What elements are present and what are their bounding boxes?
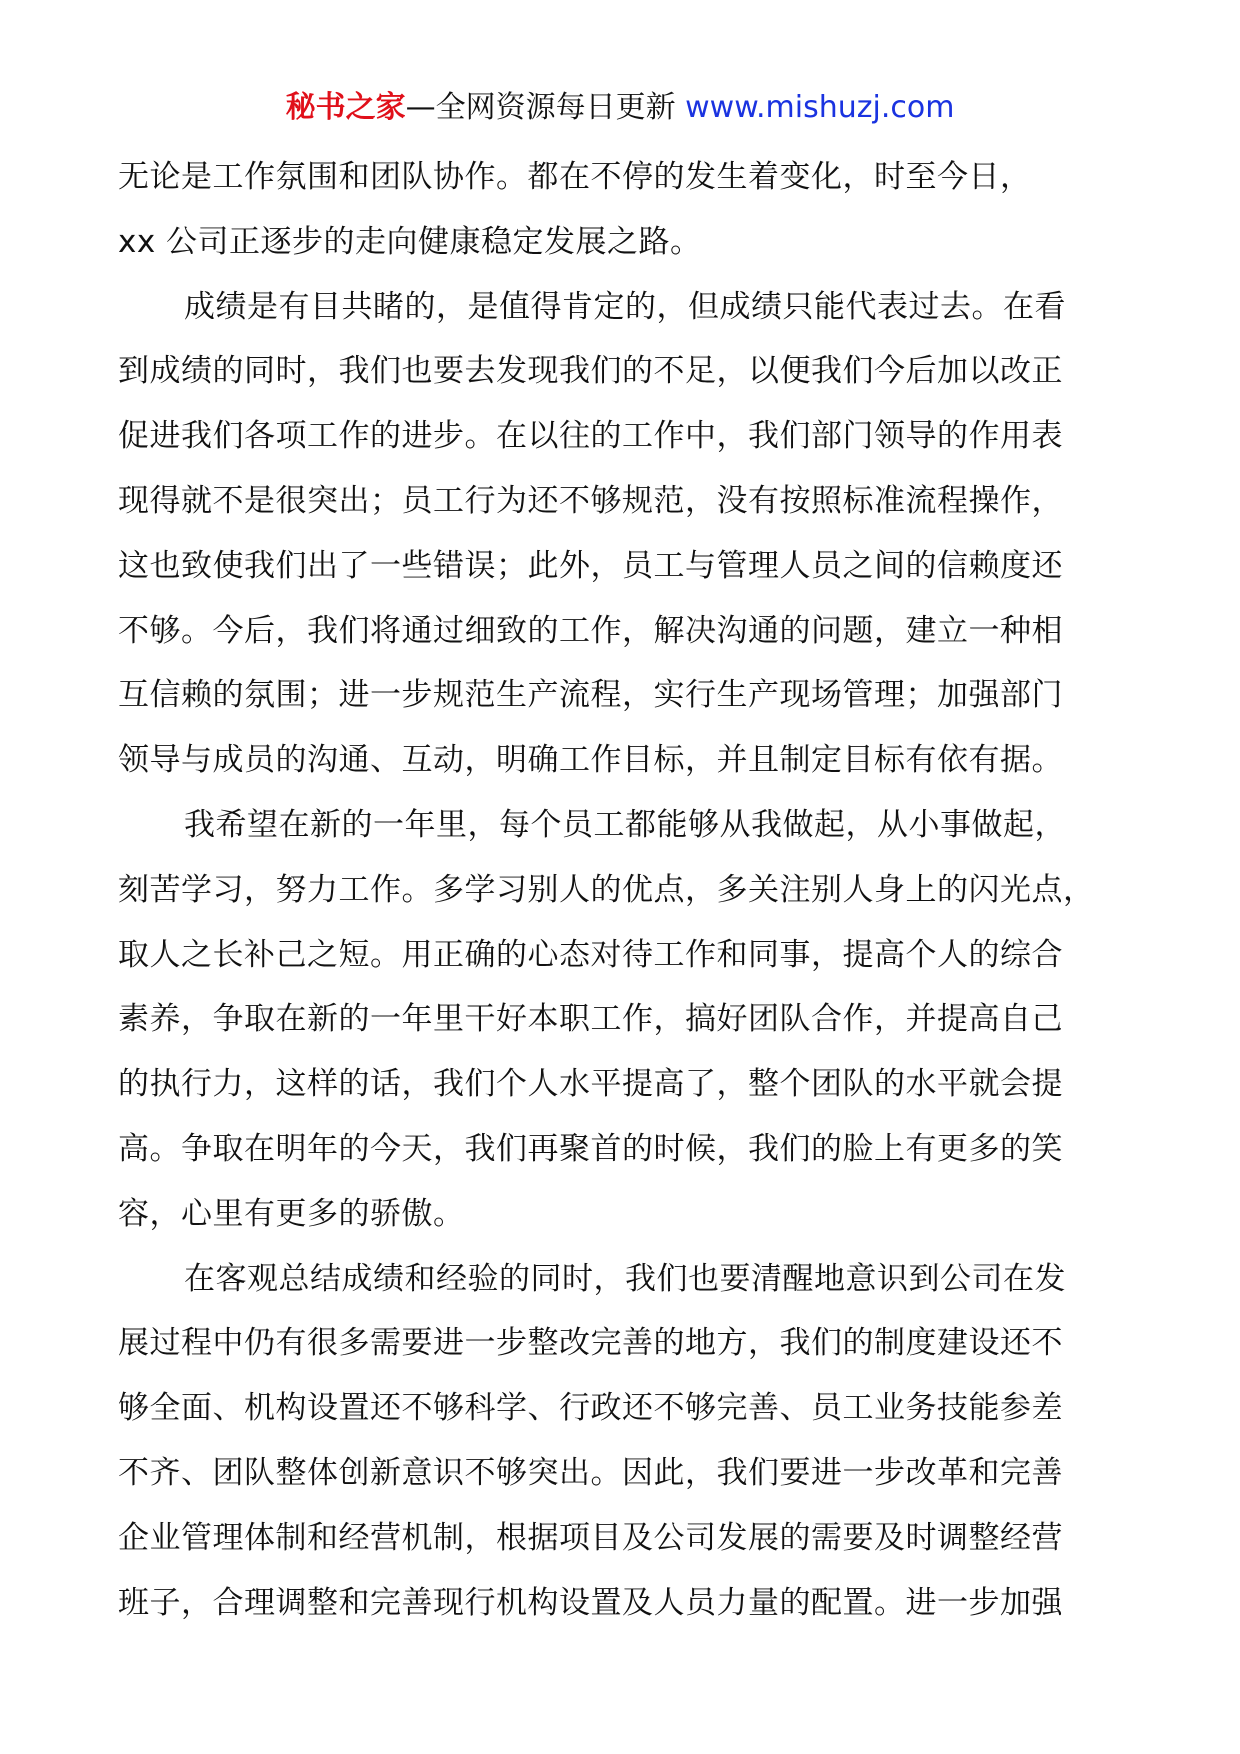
text-line: 的执行力，这样的话，我们个人水平提高了，整个团队的水平就会提	[118, 1066, 1063, 1103]
text-line: 不够。今后，我们将通过细致的工作，解决沟通的问题，建立一种相	[118, 612, 1063, 649]
text-line: 刻苦学习，努力工作。多学习别人的优点，多关注别人身上的闪光点，	[118, 871, 1095, 908]
text-line: 素养，争取在新的一年里干好本职工作，搞好团队合作，并提高自己	[118, 1001, 1063, 1038]
text-line: 取人之长补己之短。用正确的心态对待工作和同事，提高个人的综合	[118, 936, 1063, 973]
text-line: 够全面、机构设置还不够科学、行政还不够完善、员工业务技能参差	[118, 1390, 1063, 1427]
brand-name: 秘书之家	[285, 90, 406, 125]
page-header	[0, 88, 1240, 128]
text-line: 不齐、团队整体创新意识不够突出。因此，我们要进一步改革和完善	[118, 1454, 1063, 1491]
text-line: 高。争取在明年的今天，我们再聚首的时候，我们的脸上有更多的笑	[118, 1130, 1063, 1167]
site-url-link[interactable]: www.mishuzj.com	[685, 90, 955, 125]
text-line: 班子，合理调整和完善现行机构设置及人员力量的配置。进一步加强	[118, 1584, 1063, 1621]
text-line: 促进我们各项工作的进步。在以往的工作中，我们部门领导的作用表	[118, 418, 1063, 455]
paragraph-first-line: 成绩是有目共睹的，是值得肯定的，但成绩只能代表过去。在看	[184, 288, 1066, 325]
document-body	[118, 145, 1133, 1635]
text-line: xx 公司正逐步的走向健康稳定发展之路。	[118, 223, 702, 260]
text-line: 企业管理体制和经营机制，根据项目及公司发展的需要及时调整经营	[118, 1519, 1063, 1556]
text-line: 现得就不是很突出；员工行为还不够规范，没有按照标准流程操作，	[118, 482, 1063, 519]
text-line: 无论是工作氛围和团队协作。都在不停的发生着变化，时至今日，	[118, 159, 1032, 195]
text-line: 互信赖的氛围；进一步规范生产流程，实行生产现场管理；加强部门	[118, 677, 1063, 714]
text-line: 到成绩的同时，我们也要去发现我们的不足，以便我们今后加以改正	[118, 353, 1063, 390]
paragraph-first-line: 在客观总结成绩和经验的同时，我们也要清醒地意识到公司在发	[184, 1260, 1066, 1297]
header-tagline: —全网资源每日更新	[405, 90, 676, 125]
text-line: 这也致使我们出了一些错误；此外，员工与管理人员之间的信赖度还	[118, 547, 1063, 584]
text-line: 领导与成员的沟通、互动，明确工作目标，并且制定目标有依有据。	[118, 742, 1063, 779]
text-line: 展过程中仍有很多需要进一步整改完善的地方，我们的制度建设还不	[118, 1325, 1063, 1362]
paragraph-first-line: 我希望在新的一年里，每个员工都能够从我做起，从小事做起，	[184, 806, 1066, 843]
text-line: 容，心里有更多的骄傲。	[118, 1195, 465, 1232]
